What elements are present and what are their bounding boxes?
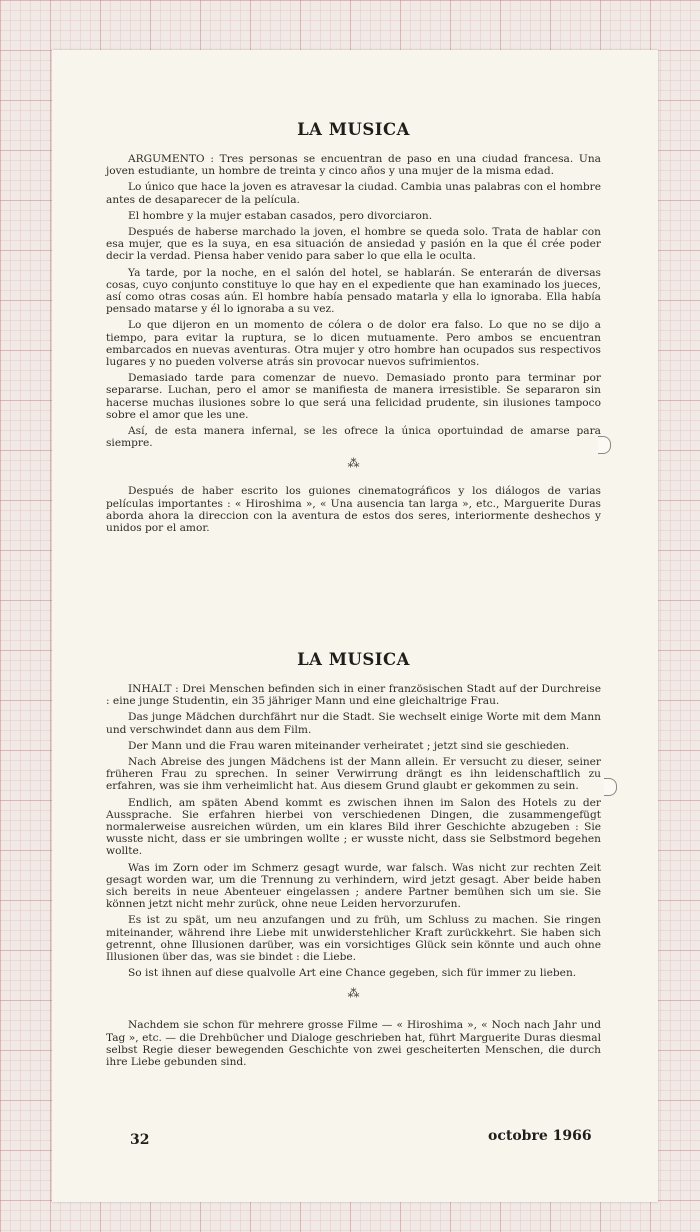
spanish-section bbox=[106, 120, 601, 538]
paragraph: Lo que dijeron en un momento de cólera o de dolor era falso. Lo que no se dijo a tiempo, para evitar la ruptura, se lo dicen mutuamente. Pero ambos se encuentran embarcados en nuevas aventuras. Otra mujer y otro hombre han ocupados sus respectivos lugares y no pueden volverse atrás sin provocar nuevos sufrimientos. bbox=[106, 319, 601, 369]
outro-paragraph: Nachdem sie schon für mehrere grosse Filme — « Hiroshima », « Noch nach Jahr und Tag », etc. — die Drehbücher und Dialoge geschrieben hat, führt Marguerite Duras diesmal selbst Regie dieser bewegenden Geschichte von zwei gescheiterten Menschen, die durch ihre Liebe gebunden sind. bbox=[106, 1019, 601, 1069]
section-title: LA MUSICA bbox=[297, 650, 410, 669]
paragraph: Después de haberse marchado la joven, el hombre se queda solo. Trata de hablar con esa mujer, que es la suya, en esa situación de ansiedad y pasión en la que él crée poder decir la verdad. Piensa haber venido para saber lo que ella le oculta. bbox=[106, 226, 601, 263]
paragraph: Was im Zorn oder im Schmerz gesagt wurde, war falsch. Was nicht zur rechten Zeit gesagt worden war, um die Trennung zu verhindern, wird jetzt gesagt. Aber beide haben sich bereits in neue Abenteuer eingelassen ; andere Partner bemühen sich um sie. Sie können jetzt nicht mehr zurück, ohne neue Leiden hervorzurufen. bbox=[106, 861, 601, 911]
paragraph: Lo único que hace la joven es atravesar la ciudad. Cambia unas palabras con el hombre antes de desaparecer de la película. bbox=[106, 181, 601, 206]
section-separator: ⁂ bbox=[347, 456, 360, 471]
paragraph: Der Mann und die Frau waren miteinander verheiratet ; jetzt sind sie geschieden. bbox=[128, 739, 570, 752]
page-number: 32 bbox=[130, 1132, 150, 1148]
paragraph: Así, de esta manera infernal, se les ofrece la única oportuindad de amarse para siempre. bbox=[106, 425, 601, 450]
paragraph: Das junge Mädchen durchfährt nur die Stadt. Sie wechselt einige Worte mit dem Mann und verschwindet dann aus dem Film. bbox=[106, 711, 601, 736]
paragraph: Nach Abreise des jungen Mädchens ist der Mann allein. Er versucht zu dieser, seiner früheren Frau zu sprechen. In seiner Verwirrung drängt es ihn leidenschaftlich zu erfahren, was sie ihm verheimlicht hat. Aus diesem Grund glaubt er gekommen zu sein. bbox=[106, 756, 601, 793]
paragraph: Demasiado tarde para comenzar de nuevo. Demasiado pronto para terminar por separarse. Luchan, pero el amor se manifiesta de manera irresistible. Se separaron sin hacerse muchas ilusiones sobre lo que será una felicidad prudente, sin ilusiones tampoco sobre el amor que les une. bbox=[106, 372, 601, 421]
paragraph: INHALT : Drei Menschen befinden sich in einer französischen Stadt auf der Durchreise : eine junge Studentin, ein 35 jähriger Mann und eine gleichaltrige Frau. bbox=[106, 683, 601, 708]
paragraph: Endlich, am späten Abend kommt es zwischen ihnen im Salon des Hotels zu der Aussprache. Sie erfahren hierbei von verschiedenen Dingen, die zusammengefügt normalerweise ausreichen würden, um ein klares Bild ihrer Geschichte abzugeben : Sie wusste nicht, dass er sie umbringen wollte ; er wusste nicht, dass sie Selbstmord begehen wollte. bbox=[106, 796, 601, 858]
german-section bbox=[106, 650, 601, 1072]
outro-paragraph: Después de haber escrito los guiones cinematográficos y los diálogos de varias películas importantes : « Hiroshima », « Una ausencia tan larga », etc., Marguerite Duras aborda ahora la direccion con la aventura de estos dos seres, interiormente deshechos y unidos por el amor. bbox=[106, 485, 601, 535]
paragraph: El hombre y la mujer estaban casados, pero divorciaron. bbox=[128, 209, 433, 222]
staple-mark-icon bbox=[598, 436, 611, 454]
issue-date: octobre 1966 bbox=[488, 1128, 592, 1144]
document-page bbox=[52, 50, 658, 1202]
paragraph: Ya tarde, por la noche, en el salón del hotel, se hablarán. Se enterarán de diversas cosas, cuyo conjunto constituye lo que hay en el expediente que han examinado los jueces, así como otras cosas aún. El hombre había pensado matarla y ella lo ignoraba. Ella había pensado matarse y él lo ignoraba a su vez. bbox=[106, 266, 601, 316]
section-separator: ⁂ bbox=[347, 986, 360, 1001]
paragraph: So ist ihnen auf diese qualvolle Art eine Chance gegeben, sich für immer zu lieben. bbox=[128, 967, 577, 980]
paragraph: ARGUMENTO : Tres personas se encuentran de paso en una ciudad francesa. Una joven estudiante, un hombre de treinta y cinco años y una mujer de la misma edad. bbox=[106, 153, 601, 178]
staple-mark-icon bbox=[604, 778, 617, 796]
paragraph: Es ist zu spät, um neu anzufangen und zu früh, um Schluss zu machen. Sie ringen miteinander, während ihre Liebe mit unwiderstehlicher Kraft zurückkehrt. Sie haben sich getrennt, ohne Illusionen darüber, was ein vorsichtiges Glück sein könnte und auch ohne Illusionen über das, was sie bindet : die Liebe. bbox=[106, 914, 601, 964]
section-title: LA MUSICA bbox=[297, 120, 410, 139]
